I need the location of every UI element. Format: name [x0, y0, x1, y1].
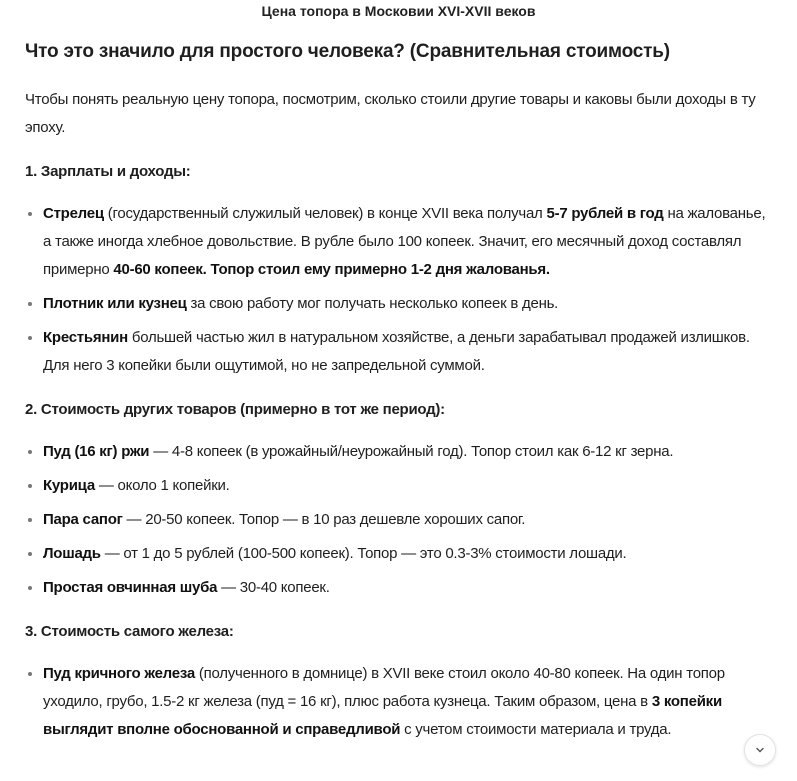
bold-text: Крестьянин — [43, 329, 128, 346]
list-item — [43, 324, 777, 380]
text: с учетом стоимости материала и труда. — [400, 721, 672, 738]
text: за свою работу мог получать несколько копеек в день. — [186, 295, 559, 312]
text: — от 1 до 5 рублей (100-500 копеек). Топор — это 0.3-3% стоимости лошади. — [100, 545, 627, 562]
sections — [25, 158, 777, 744]
message-content — [25, 38, 777, 750]
bold-text: 3 копейки выглядит вполне обоснованной и справедливой — [43, 693, 722, 738]
list-item — [43, 506, 777, 534]
list-item — [43, 660, 777, 744]
text: — 4-8 копеек (в урожайный/неурожайный год). Топор стоил как 6-12 кг зерна. — [149, 443, 674, 460]
subsection-title: 1. Зарплаты и доходы: — [25, 163, 191, 180]
scroll-to-bottom-button[interactable] — [744, 734, 776, 766]
chevron-down-icon — [754, 744, 766, 756]
bold-text: Курица — [43, 477, 95, 494]
subsection-title: 2. Стоимость других товаров (примерно в тот же период): — [25, 401, 445, 418]
list-item — [43, 200, 777, 284]
text: (полученного в домнице) в XVII веке стоил около 40-80 копеек. На один топор уходило, грубо, 1.5-2 кг железа (пуд = 16 кг), плюс работа кузнеца. Таким образом, цена в — [43, 665, 725, 710]
bold-text: 40-60 копеек. Топор стоил ему примерно 1-2 дня жалованья. — [113, 261, 550, 278]
section-heading: Что это значило для простого человека? (Сравнительная стоимость) — [25, 41, 670, 62]
bold-text: Стрелец — [43, 205, 104, 222]
intro-paragraph: Чтобы понять реальную цену топора, посмотрим, сколько стоили другие товары и каковы были доходы в ту эпоху. — [25, 91, 756, 136]
bold-text: Лошадь — [43, 545, 101, 562]
bold-text: Пара сапог — [43, 511, 123, 528]
bold-text: Пуд (16 кг) ржи — [43, 443, 150, 460]
list-item — [43, 540, 777, 568]
text: (государственный служилый человек) в конце XVII века получал — [103, 205, 547, 222]
bold-text: Плотник или кузнец — [43, 295, 187, 312]
text: — 30-40 копеек. — [217, 579, 330, 596]
list-item — [43, 472, 777, 500]
text: — 20-50 копеек. Топор — в 10 раз дешевле хороших сапог. — [122, 511, 526, 528]
bullet-list — [25, 438, 777, 602]
bold-text: 5-7 рублей в год — [546, 205, 664, 222]
bold-text: Пуд кричного железа — [43, 665, 195, 682]
text: на жалованье, а также иногда хлебное довольствие. В рубле было 100 копеек. Значит, его месячный доход составлял примерно — [43, 205, 766, 278]
subsection-title: 3. Стоимость самого железа: — [25, 623, 234, 640]
bold-text: Простая овчинная шуба — [43, 579, 218, 596]
bullet-list — [25, 200, 777, 380]
text: — около 1 копейки. — [94, 477, 230, 494]
list-item — [43, 290, 777, 318]
list-item — [43, 574, 777, 602]
list-item — [43, 438, 777, 466]
text: большей частью жил в натуральном хозяйстве, а деньги зарабатывал продажей излишков. Для него 3 копейки были ощутимой, но не запредельной суммой. — [43, 329, 750, 374]
bullet-list — [25, 660, 777, 744]
conversation-title: Цена топора в Московии XVI-XVII веков — [261, 3, 536, 19]
